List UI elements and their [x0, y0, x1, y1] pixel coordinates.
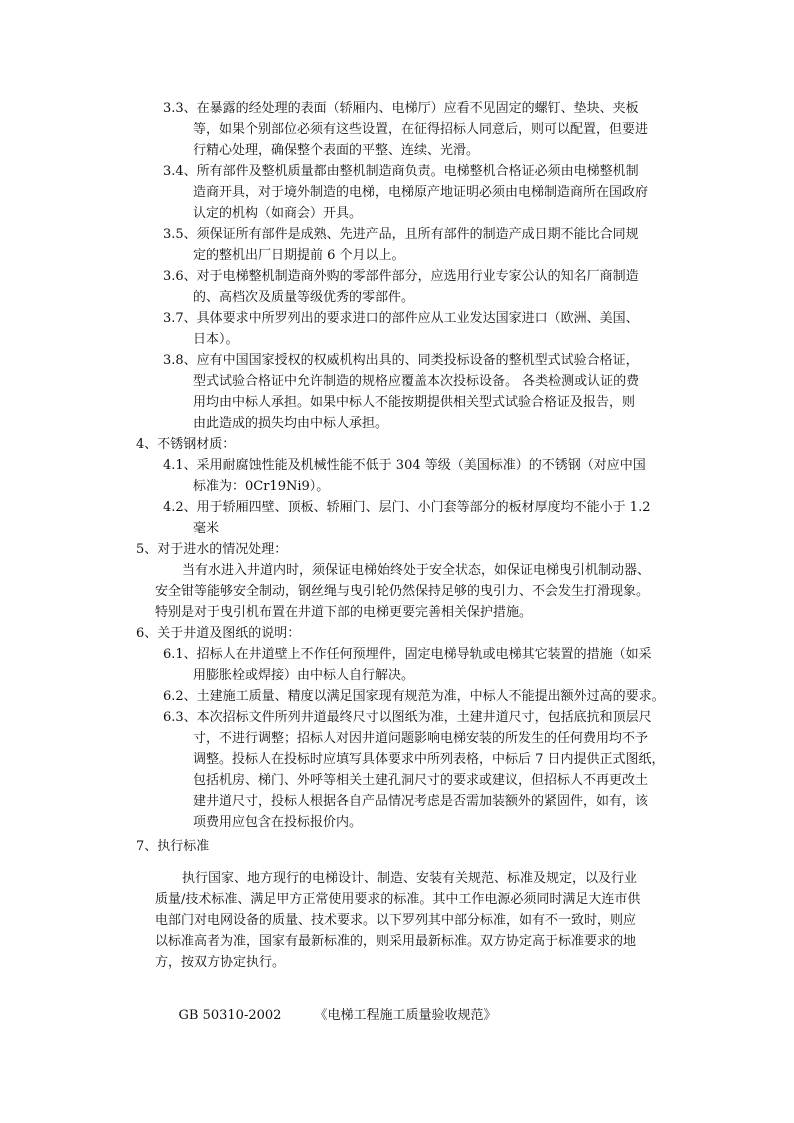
clause-3-3: 3.3、在暴露的经处理的表面（轿厢内、电梯厅）应看不见固定的螺钉、垫块、夹板 等，如果个别部位必须有这些设置，在征得招标人同意后，则可以配置，但要进 行精心处理，确保整个表面的平整、连续、光滑。	[163, 101, 649, 158]
clause-4-1: 4.1、采用耐腐蚀性能及机械性能不低于 304 等级（美国标准）的不锈钢（对应中国 标准为：0Cr19Ni9）。	[163, 458, 646, 494]
heading-6: 6、关于井道及图纸的说明：	[136, 626, 301, 641]
heading-5: 5、对于进水的情况处理：	[136, 542, 288, 557]
clause-3-5: 3.5、须保证所有部件是成熟、先进产品，且所有部件的制造产成日期不能比合同规 定的整机出厂日期提前 6 个月以上。	[163, 227, 639, 263]
standard-reference: GB 50310-2002 《电梯工程施工质量验收规范》	[178, 1008, 497, 1023]
paragraph-7: 执行国家、地方现行的电梯设计、制造、安装有关规范、标准及规定，以及行业 质量/技术标准、满足甲方正常使用要求的标准。其中工作电源必须同时满足大连市供 电部门对电网设备的质量、技术要求。以下罗列其中部分标准，如有不一致时，则应 以标准高者为准，国家有最新标准的，则采用最新标准。双方协定高于标准要求的地 方，按双方协定执行。	[155, 871, 641, 970]
clause-6-1: 6.1、招标人在井道壁上不作任何预埋件，固定电梯导轨或电梯其它装置的措施（如采 用膨胀栓或焊接）由中标人自行解决。	[163, 647, 652, 683]
clause-6-3: 6.3、本次招标文件所列井道最终尺寸以图纸为准，土建井道尺寸，包括底抗和顶层尺 寸，不进行调整；招标人对因井道问题影响电梯安装的所发生的任何费用均不予 调整。投标人在投标时应填写具体要求中所列表格，中标后 7 日内提供正式图纸， 包括机房、梯门、外呼等相关土建孔洞尺寸的要求或建议，但招标人不再更改土 建井道尺寸，投标人根据各自产品情况考虑是否需加装额外的紧固件，如有，该 项费用应包含在投标报价内。	[163, 710, 665, 830]
clause-6-2: 6.2、土建施工质量、精度以满足国家现有规范为准，中标人不能提出额外过高的要求。	[163, 689, 665, 704]
heading-4: 4、不锈钢材质：	[136, 437, 236, 452]
clause-3-6: 3.6、对于电梯整机制造商外购的零部件部分，应选用行业专家公认的知名厂商制造 的、高档次及质量等级优秀的零部件。	[163, 269, 639, 305]
clause-4-2: 4.2、用于轿厢四壁、顶板、轿厢门、层门、小门套等部分的板材厚度均不能小于 1.2 毫米	[163, 500, 651, 536]
clause-3-7: 3.7、具体要求中所罗列出的要求进口的部件应从工业发达国家进口（欧洲、美国、 日本）。	[163, 311, 639, 347]
paragraph-5: 当有水进入井道内时，须保证电梯始终处于安全状态，如保证电梯曳引机制动器、 安全钳等能够安全制动，钢丝绳与曳引轮仍然保持足够的曳引力、不会发生打滑现象。 特别是对于曳引机布置在井道下部的电梯更要完善相关保护措施。	[155, 563, 651, 620]
clause-3-4: 3.4、所有部件及整机质量都由整机制造商负责。电梯整机合格证必须由电梯整机制 造商开具，对于境外制造的电梯，电梯原产地证明必须由电梯制造商所在国政府 认定的机构（如商会）开具。	[163, 164, 649, 221]
heading-7: 7、执行标准	[136, 839, 210, 854]
clause-3-8: 3.8、应有中国国家授权的权威机构出具的、同类投标设备的整机型式试验合格证， 型式试验合格证中允许制造的规格应覆盖本次投标设备。 各类检测或认证的费 用均由中标人承担。如果中标人不能按期提供相关型式试验合格证及报告，则 由此造成的损失均由中标人承担。	[163, 353, 640, 431]
